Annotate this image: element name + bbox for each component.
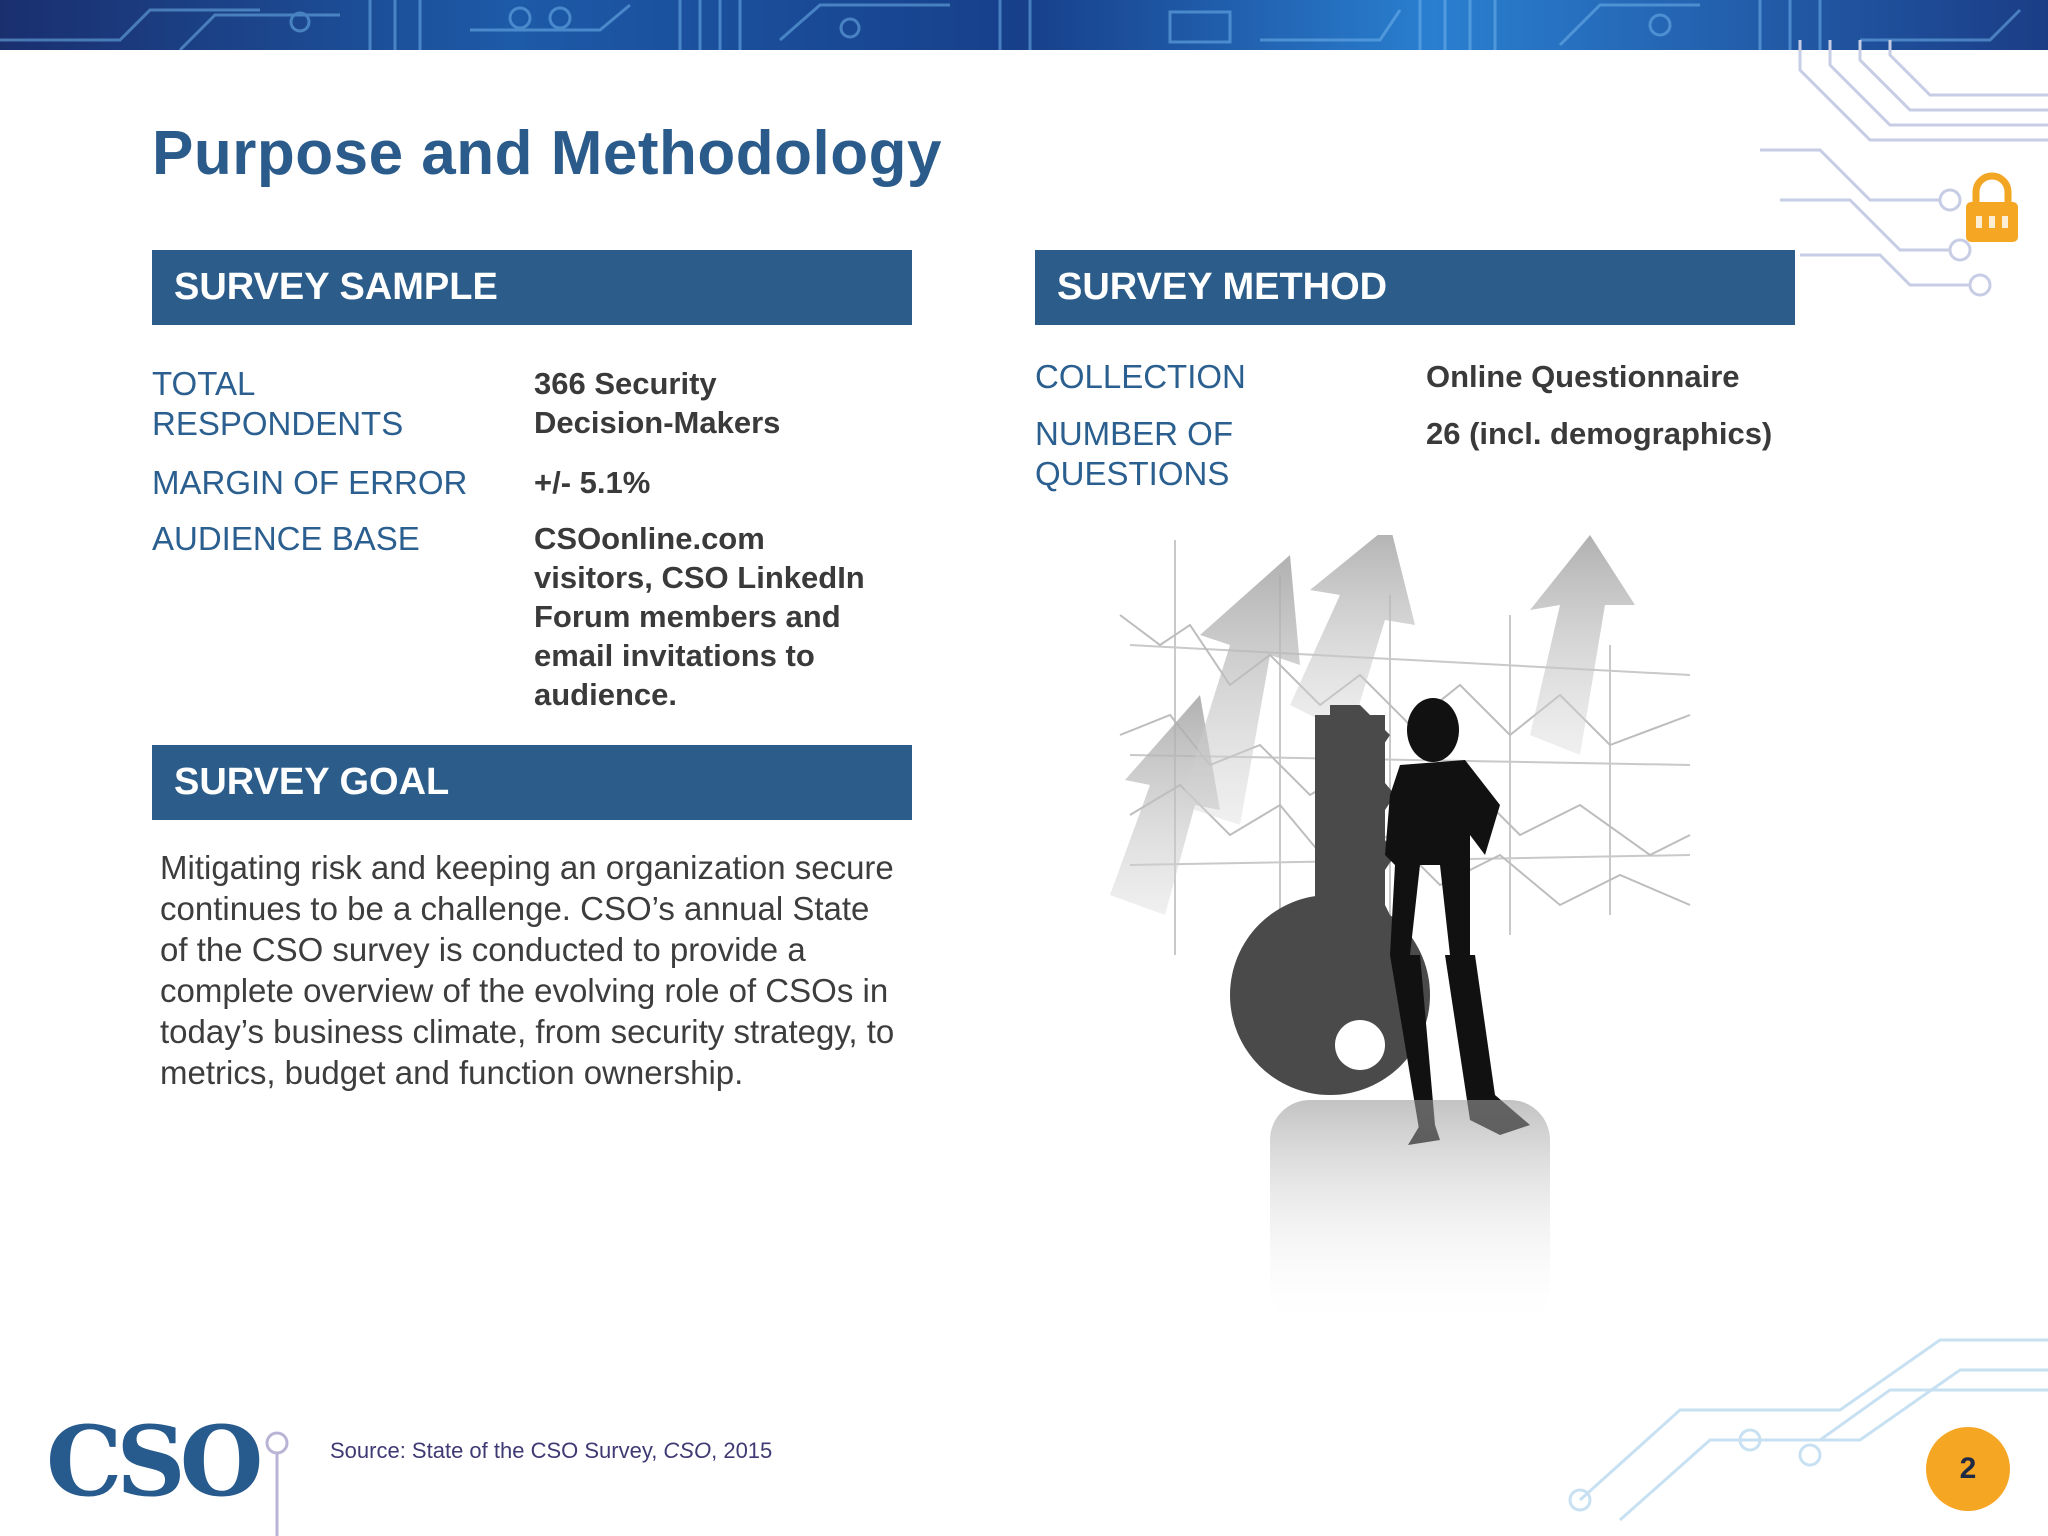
audience-base-label: AUDIENCE BASE	[152, 520, 420, 557]
survey-method-header: SURVEY METHOD	[1035, 250, 1795, 325]
collection-label: COLLECTION	[1035, 358, 1246, 395]
page-title: Purpose and Methodology	[152, 119, 942, 188]
source-prefix: Source: State of the CSO Survey,	[330, 1438, 664, 1463]
top-circuit-banner	[0, 0, 2048, 50]
page-number-badge: 2	[1926, 1427, 2010, 1511]
total-respondents-value: 366 Security Decision-Makers	[534, 366, 781, 440]
padlock-icon	[1962, 170, 2022, 246]
margin-of-error-value: +/- 5.1%	[534, 465, 651, 500]
source-note	[330, 1438, 772, 1464]
survey-goal-text: Mitigating risk and keeping an organization secure continues to be a challenge. CSO’s annual State of the CSO survey is conducted to provide a complete overview of the evolving role of CSOs in today’s business climate, from security strategy, to metrics, budget and function ownership.	[160, 849, 895, 1091]
collection-value: Online Questionnaire	[1426, 359, 1740, 394]
survey-goal-header: SURVEY GOAL	[152, 745, 912, 820]
total-respondents-label: TOTAL RESPONDENTS	[152, 365, 404, 442]
audience-base-value: CSOonline.com visitors, CSO LinkedIn Forum members and email invitations to audience.	[534, 521, 865, 712]
businessman-key-illustration	[1090, 535, 1710, 1335]
margin-of-error-label: MARGIN OF ERROR	[152, 464, 468, 501]
source-publication: CSO	[663, 1438, 712, 1463]
survey-sample-header: SURVEY SAMPLE	[152, 250, 912, 325]
cso-logo: CSO	[46, 1405, 258, 1518]
number-of-questions-label: NUMBER OF QUESTIONS	[1035, 415, 1233, 492]
source-suffix: , 2015	[711, 1438, 773, 1463]
logo-circuit-pin	[262, 1428, 292, 1536]
number-of-questions-value: 26 (incl. demographics)	[1426, 416, 1773, 451]
